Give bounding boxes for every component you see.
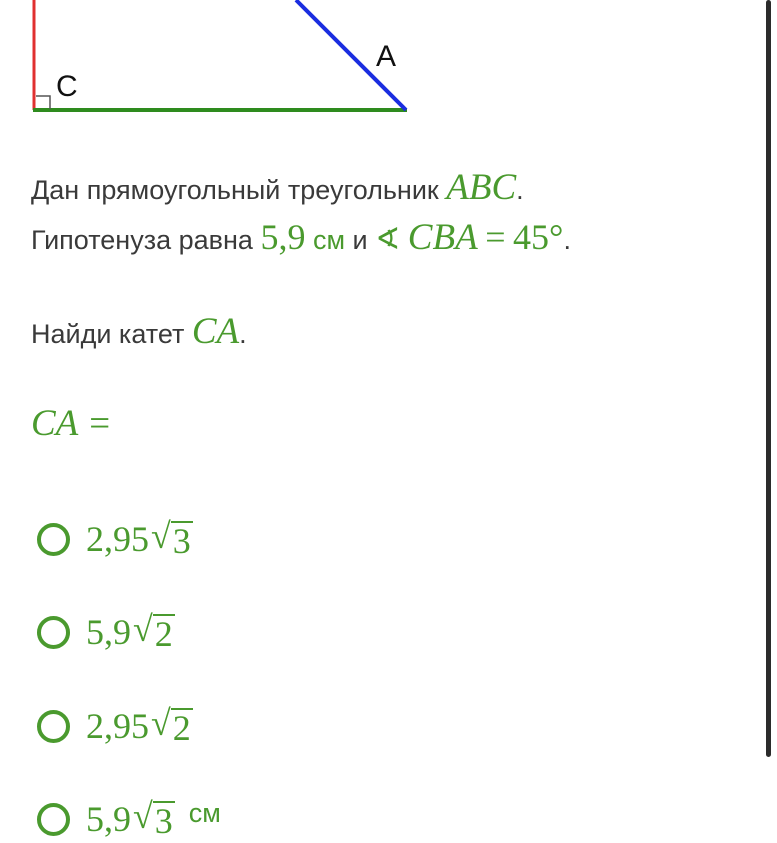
- option-coefficient: 5,9: [86, 612, 131, 652]
- hypotenuse-value: 5,9: [260, 217, 306, 257]
- option-radicand: 3: [154, 801, 173, 841]
- radio-icon[interactable]: [37, 710, 70, 743]
- sqrt-expression: [133, 798, 175, 839]
- radio-icon[interactable]: [37, 523, 70, 556]
- angle-value: 45°: [513, 217, 564, 257]
- radio-icon[interactable]: [37, 803, 70, 836]
- period-2: .: [563, 225, 571, 255]
- hypotenuse-text: Гипотенуза равна: [31, 225, 253, 255]
- sqrt-icon: √: [151, 703, 171, 743]
- option-value: [86, 798, 221, 840]
- sqrt-icon: √: [151, 516, 171, 556]
- option-unit: см: [188, 798, 221, 828]
- answer-label: CA =: [31, 403, 112, 444]
- equals-sign: =: [485, 217, 506, 257]
- right-angle-marker: [36, 96, 50, 109]
- sqrt-icon: √: [133, 609, 153, 649]
- vertex-label-c: C: [56, 70, 78, 103]
- sqrt-icon: √: [133, 796, 153, 836]
- problem-intro: Дан прямоугольный треугольник: [31, 175, 439, 205]
- angle-symbol: ∢: [375, 223, 401, 256]
- task-text: Найди катет: [31, 319, 185, 349]
- option-radicand: 2: [172, 708, 191, 748]
- option-value: [86, 611, 175, 653]
- sqrt-expression: [151, 705, 193, 746]
- period-3: .: [239, 319, 247, 349]
- triangle-name: ABC: [446, 167, 517, 208]
- option-coefficient: 5,9: [86, 799, 131, 839]
- option-value: [86, 705, 193, 747]
- option-4[interactable]: [37, 795, 221, 843]
- option-2[interactable]: [37, 608, 175, 656]
- scrollbar[interactable]: [766, 0, 771, 757]
- conjunction: и: [352, 225, 368, 255]
- vertex-label-a: A: [376, 40, 397, 73]
- option-value: [86, 518, 193, 560]
- problem-line-2: [31, 216, 571, 259]
- option-1[interactable]: [37, 515, 193, 563]
- sqrt-expression: [133, 611, 175, 652]
- task-line: [31, 310, 247, 353]
- option-coefficient: 2,95: [86, 706, 149, 746]
- triangle-figure: [0, 0, 430, 125]
- radio-icon[interactable]: [37, 616, 70, 649]
- option-coefficient: 2,95: [86, 519, 149, 559]
- problem-line-1: [31, 166, 524, 209]
- angle-name: CBA: [407, 217, 478, 258]
- period-1: .: [516, 175, 524, 205]
- sqrt-expression: [151, 518, 193, 559]
- task-variable: CA: [191, 311, 240, 352]
- option-3[interactable]: [37, 702, 193, 750]
- option-radicand: 3: [172, 521, 191, 561]
- hypotenuse-unit: см: [312, 225, 346, 255]
- option-radicand: 2: [154, 614, 173, 654]
